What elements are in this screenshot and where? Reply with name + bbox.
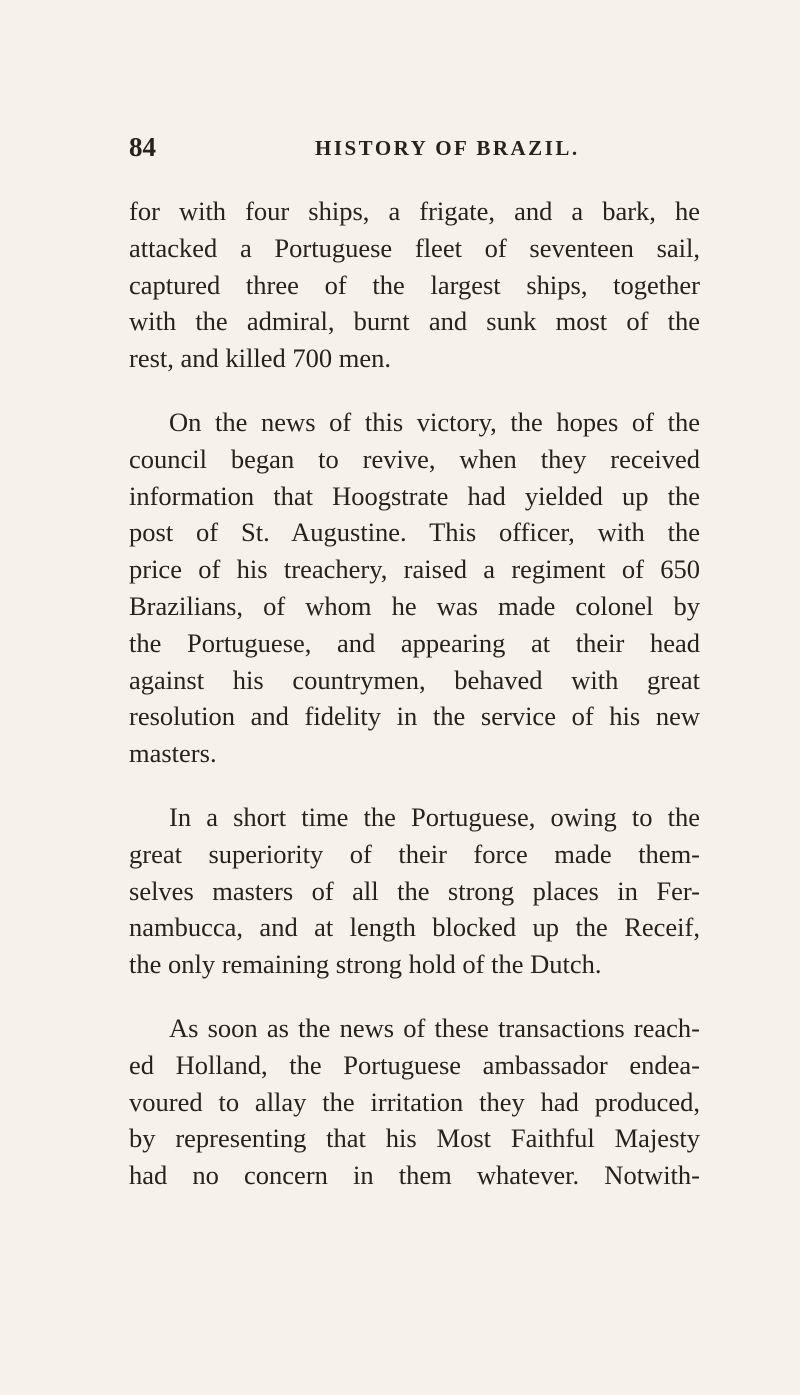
text-line: information that Hoogstrate had yielded up the — [129, 480, 700, 511]
text-line: captured three of the largest ships, together — [129, 269, 700, 300]
text-line: rest, and killed 700 men. — [129, 343, 391, 374]
text-line: voured to allay the irritation they had produced, — [129, 1086, 700, 1117]
text-line: attacked a Portuguese fleet of seventeen sail, — [129, 232, 700, 263]
paragraph-3 — [129, 799, 700, 983]
text-line: Brazilians, of whom he was made colonel by — [129, 590, 700, 621]
text-line: resolution and fidelity in the service of his new — [129, 701, 700, 732]
paragraph-gap — [129, 983, 700, 1010]
page-number: 84 — [129, 132, 156, 162]
text-line: selves masters of all the strong places in Fer- — [129, 875, 700, 906]
text-line: price of his treachery, raised a regiment of 650 — [129, 554, 700, 585]
running-head: HISTORY OF BRAZIL. — [315, 136, 580, 160]
text-line: by representing that his Most Faithful Majesty — [129, 1123, 700, 1154]
text-line: the only remaining strong hold of the Dutch. — [129, 949, 602, 980]
text-line: As soon as the news of these transactions reach- — [169, 1012, 700, 1043]
paragraph-2 — [129, 404, 700, 772]
text-line: had no concern in them whatever. Notwith- — [129, 1160, 700, 1191]
text-line: council began to revive, when they received — [129, 443, 700, 474]
page-header — [129, 132, 700, 172]
text-line: ed Holland, the Portuguese ambassador endea- — [129, 1049, 700, 1080]
body-text — [129, 193, 700, 1194]
text-line: nambucca, and at length blocked up the Receif, — [129, 912, 700, 943]
paragraph-gap — [129, 377, 700, 404]
paragraph-4 — [129, 1010, 700, 1194]
paragraph-gap — [129, 772, 700, 799]
text-line: In a short time the Portuguese, owing to the — [169, 801, 700, 832]
text-line: On the news of this victory, the hopes of the — [169, 406, 700, 437]
text-line: with the admiral, burnt and sunk most of the — [129, 306, 700, 337]
text-line: against his countrymen, behaved with great — [129, 664, 700, 695]
text-line: masters. — [129, 738, 217, 769]
paragraph-1 — [129, 193, 700, 377]
text-line: the Portuguese, and appearing at their head — [129, 627, 700, 658]
text-line: for with four ships, a frigate, and a bark, he — [129, 196, 700, 226]
text-line: great superiority of their force made them- — [129, 838, 700, 869]
text-line: post of St. Augustine. This officer, with the — [129, 517, 700, 548]
